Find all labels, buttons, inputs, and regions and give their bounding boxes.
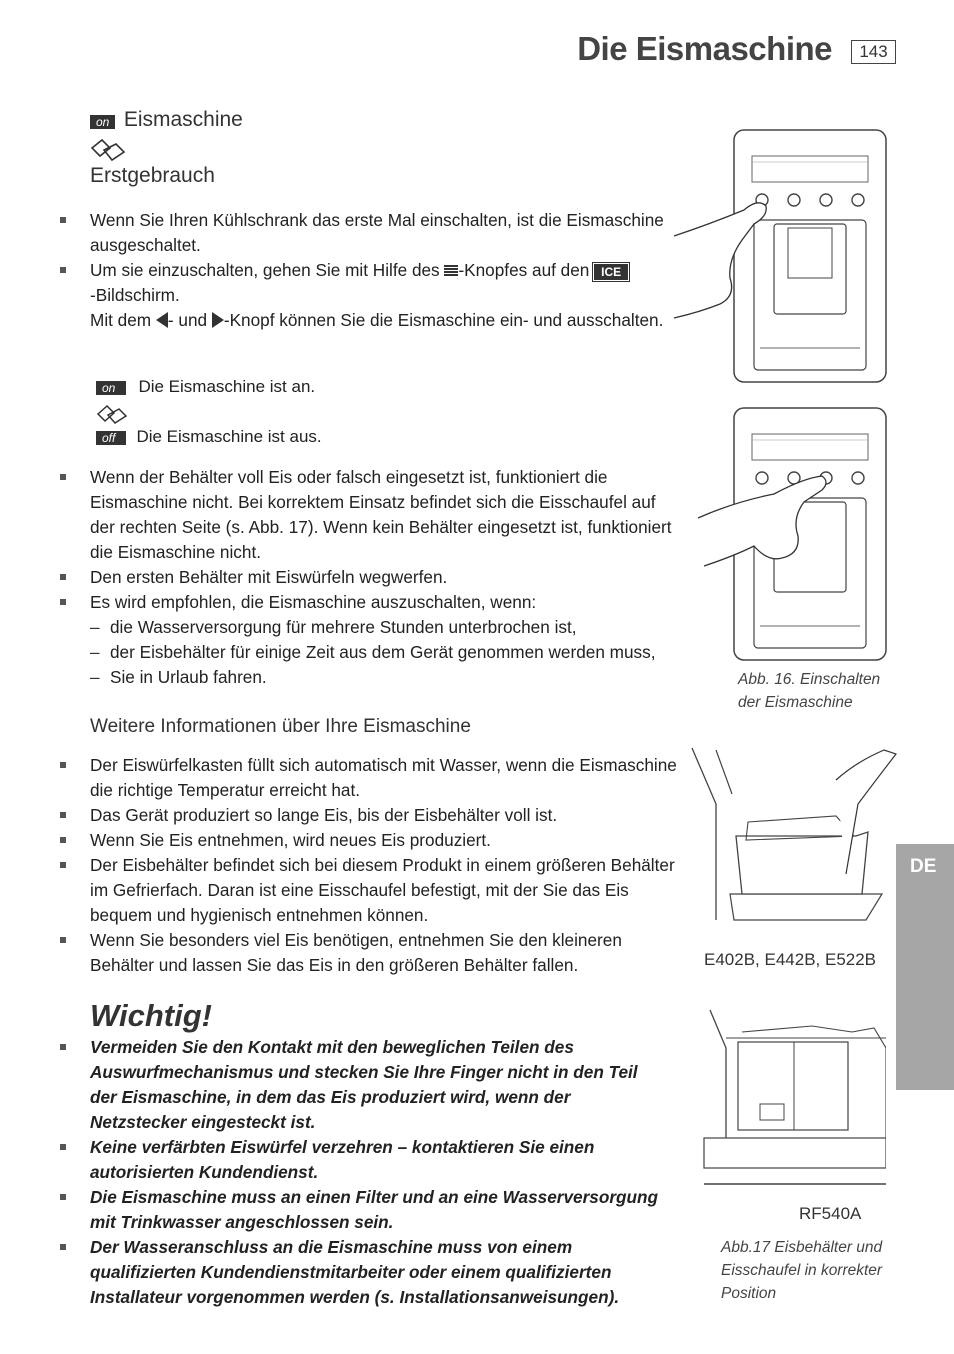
ice-bin-illustration-2 bbox=[702, 1008, 886, 1188]
first-use-list bbox=[60, 208, 684, 333]
list-item: Der Wasseranschluss an die Eismaschine muss von einem qualifizierten Kundendienstmitarbeiter oder einem qualifizierten Installateur vorgenommen werden (s. Installationsanweisungen). bbox=[60, 1235, 660, 1310]
on-badge: on bbox=[90, 115, 115, 129]
status-on-row: on Die Eismaschine ist an. bbox=[96, 374, 315, 399]
ice-bin-illustration-1 bbox=[686, 744, 898, 926]
list-item: Wenn Sie besonders viel Eis benötigen, entnehmen Sie den kleineren Behälter und lassen Sie das Eis in den größeren Behälter fallen. bbox=[60, 928, 684, 978]
list-item: Wenn Sie Eis entnehmen, wird neues Eis produziert. bbox=[60, 828, 684, 853]
language-tab: DE bbox=[896, 844, 954, 1090]
list-item: Der Eiswürfelkasten füllt sich automatisch mit Wasser, wenn die Eismaschine die richtige Temperatur erreicht hat. bbox=[60, 753, 684, 803]
more-info-list bbox=[60, 753, 684, 978]
list-item: Den ersten Behälter mit Eiswürfeln wegwerfen. bbox=[60, 565, 684, 590]
status-off-row: off Die Eismaschine ist aus. bbox=[96, 424, 322, 449]
notes-list bbox=[60, 465, 684, 690]
model-label-rf540a: RF540A bbox=[799, 1204, 862, 1223]
page-number: 143 bbox=[851, 40, 896, 64]
page-title: Die Eismaschine bbox=[577, 30, 832, 67]
on-badge: on bbox=[96, 381, 126, 395]
section-heading-eismaschine bbox=[90, 108, 243, 132]
list-item: Es wird empfohlen, die Eismaschine auszuschalten, wenn: bbox=[60, 590, 684, 615]
list-item: Vermeiden Sie den Kontakt mit den beweglichen Teilen des Auswurfmechanismus und stecken Sie Ihre Finger nicht in den Teil der Eismaschine, in dem das Eis produziert wird, wenn der Netzstecker eingesteckt ist. bbox=[60, 1035, 660, 1135]
dash-item: – die Wasserversorgung für mehrere Stunden unterbrochen ist, bbox=[60, 615, 684, 640]
list-item: Der Eisbehälter befindet sich bei diesem Produkt in einem größeren Behälter im Gefrierfach. Daran ist eine Eisschaufel befestigt, mit der Sie das Eis bequem und hygienisch entnehmen können. bbox=[60, 853, 684, 928]
dispenser-illustration-2 bbox=[694, 406, 890, 662]
section-title-more-info: Weitere Informationen über Ihre Eismaschine bbox=[90, 716, 471, 737]
important-heading: Wichtig! bbox=[90, 998, 212, 1033]
model-label-e402b: E402B, E442B, E522B bbox=[704, 950, 877, 969]
menu-button-icon bbox=[444, 265, 458, 277]
figure-17-caption: Abb.17 Eisbehälter und Eisschaufel in korrekter Position bbox=[721, 1239, 883, 1302]
dispenser-illustration-1 bbox=[670, 128, 890, 384]
ice-cubes-icon bbox=[90, 138, 128, 166]
left-arrow-icon bbox=[156, 312, 168, 328]
right-arrow-icon bbox=[212, 312, 224, 328]
dash-item: – Sie in Urlaub fahren. bbox=[60, 665, 684, 690]
list-item: Wenn Sie Ihren Kühlschrank das erste Mal einschalten, ist die Eismaschine ausgeschaltet. bbox=[60, 208, 684, 258]
list-item: Mit dem - und -Knopf können Sie die Eismaschine ein- und ausschalten. bbox=[90, 310, 664, 330]
list-item: Die Eismaschine muss an einen Filter und an eine Wasserversorgung mit Trinkwasser angeschlossen sein. bbox=[60, 1185, 660, 1235]
figure-16-caption: Abb. 16. Einschalten der Eismaschine bbox=[738, 671, 881, 711]
off-badge: off bbox=[96, 431, 126, 445]
dash-item: – der Eisbehälter für einige Zeit aus dem Gerät genommen werden muss, bbox=[60, 640, 750, 665]
ice-screen-label: ICE bbox=[594, 264, 628, 280]
list-item: Das Gerät produziert so lange Eis, bis der Eisbehälter voll ist. bbox=[60, 803, 684, 828]
list-item: Um sie einzuschalten, gehen Sie mit Hilfe des -Knopfes auf den ICE -Bildschirm. bbox=[60, 258, 684, 308]
section-title: Eismaschine bbox=[123, 108, 243, 131]
list-item: Keine verfärbten Eiswürfel verzehren – kontaktieren Sie einen autorisierten Kundendienst. bbox=[60, 1135, 660, 1185]
important-list bbox=[60, 1035, 660, 1310]
list-item: Wenn der Behälter voll Eis oder falsch eingesetzt ist, funktioniert die Eismaschine nicht. Bei korrektem Einsatz befindet sich die Eisschaufel auf der rechten Seite (s. Abb. 17). Wenn kein Behälter eingesetzt ist, funktioniert die Eismaschine nicht. bbox=[60, 465, 684, 565]
section-subtitle: Erstgebrauch bbox=[90, 164, 215, 187]
